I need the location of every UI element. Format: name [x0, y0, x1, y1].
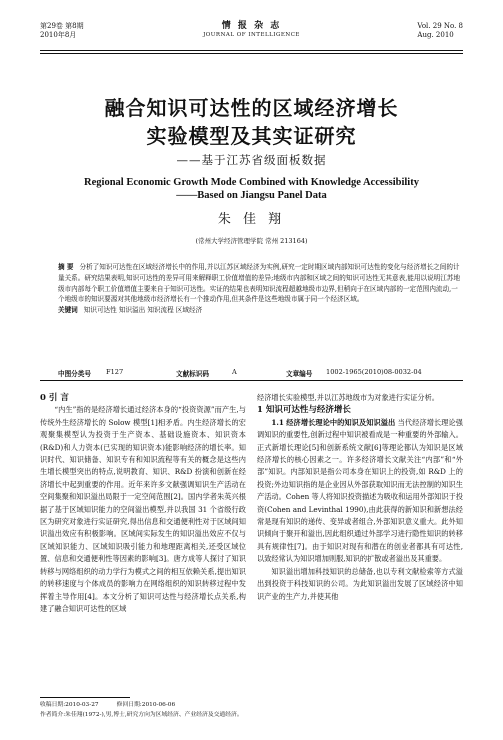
clc-value: F127 [106, 368, 124, 376]
english-title-line-2: ——Based on Jiangsu Panel Data [176, 190, 327, 201]
article-no-label: 文章编号 [286, 370, 313, 378]
clc-label: 中图分类号 [58, 370, 91, 378]
title-line-1: 融合知识可达性的区域经济增长 [104, 96, 399, 120]
title-line-2: 实验模型及其实证研究 [146, 124, 357, 148]
date-en: Aug. 2010 [417, 31, 454, 39]
left-column [40, 392, 246, 615]
article-no-value: 1002-1965(2010)08-0032-04 [326, 368, 422, 376]
author-name: 朱 佳 翔 [217, 212, 286, 227]
received-date: 2010-03-27 [65, 702, 99, 708]
doc-code-value: A [232, 368, 237, 376]
subsection-number: 1.1 [271, 417, 284, 427]
subsection-paragraph-2: 知识溢出增加科技知识的总储备,也以专利文献检索等方式溢出到投资于科技知识的公司。为此知识溢出发展了区域经济中知识产业的生产力,并使其他 [257, 566, 463, 601]
intro-paragraph: “内生”指的是经济增长通过经济本身的“投资资源”而产生,与传统外生经济增长的 Solow 模型[1]相矛盾。内生经济增长的宏观聚集模型认为投资于生产资本、基础设施资本、知识资本(R&D)和人力资本(已实现的知识资本)能影响经济的增长率。知识时代、知识储备、知识专有和知识流程等有关的概念是这些内生增长模型突出的特点,说明教育、知识、R&D 扮演和创新在经济增长中起到重要的作用。近年来许多文献强调知识生产活动在空间集聚和知识溢出局限于一定空间范围[2]。国内学者朱英兴根据了基于区域知识能力的空间溢出模型,并以我国 31 个省级行政区为研究对象进行实证研究,得出信息和交通便利性对于区域间知识溢出效应有积极影响。区域间实际发生的知识溢出效应不仅与区域知识能力、区域知识吸引能力和地理距离相关,还受区域位置、信息和交通便利性等因素的影响[3]。唐方成等人探讨了知识转移与网络组织的动力学行为模式之间的相互依赖关系,提出知识的转移速度与个体成员的影响力在网络组织的知识转移过程中发挥着主导作用[4]。本文分析了知识可达性与经济增长点关系,构建了融合知识可达性的区域 [40, 405, 246, 613]
journal-name-cn: 情 报 杂 志 [221, 21, 282, 31]
subsection-1-1 [257, 417, 463, 566]
abstract-label: 摘 要 [58, 263, 74, 271]
footnote-dates [40, 700, 463, 710]
doc-code-label: 文献标识码 [176, 370, 209, 378]
right-column [257, 392, 463, 603]
abstract-paragraph [58, 262, 463, 305]
section-heading-intro: 0 引 言 [40, 393, 69, 403]
affiliation: (常州大学经济管理学院 常州 213164) [195, 237, 308, 245]
abstract-separator [40, 380, 463, 381]
volume-cn: 第29卷 第8期 [40, 22, 84, 30]
keywords-label: 关键词 [58, 306, 78, 315]
header-rule-thick [40, 50, 463, 51]
header-right [417, 22, 463, 40]
english-title-line-1: Regional Economic Growth Mode Combined with Knowledge Accessibility [84, 177, 419, 188]
keywords-text: 知识可达性 知识溢出 知识流程 区域经济 [83, 306, 203, 315]
header-rule-thin [40, 53, 463, 54]
subsection-title: 经济增长理论中的知识及知识溢出 [286, 417, 396, 427]
header-center [40, 22, 463, 40]
subsection-paragraph-1: 当代经济增长理论强调知识的重要性,创新过程中知识被看成是一种重要的外部输入。正式新增长理论[5]和创新系统文献[6]等理论都认为知识是区域经济增长的核心因素之一。许多经济增长文献关注“内部”和“外部”知识。内部知识是指公司本身在知识上的投资,如 R&D 上的投资;外边知识指的是企业因从外部获取知识而无法控制的知识生产活动。Cohen 等人将知识投资描述为吸收和运用外部知识于投资(Cohen and Levinthal 1990),由此获得的新知识和新想法经常是现有知识的递传、变异或者组合,外部知识意义重大。此外知识倾向于聚开和溢出,因此组织通过外部学习进行隐性知识的转移具有规律性[7]。由于知识对现有和潜在的创业者都具有可达性,以致经常认为知识增加则服,知识的扩散或者溢出及其重要。 [257, 417, 463, 564]
subtitle: ——基于江苏省级面板数据 [176, 153, 327, 167]
abstract-block [58, 262, 463, 316]
date-cn: 2010年8月 [40, 31, 77, 39]
journal-name-en: JOURNAL OF INTELLIGENCE [203, 32, 300, 38]
abstract-text: 分析了知识可达性在区域经济增长中的作用,并以江苏区域经济为实例,研究一定时期区域内部知识可达性的变化与经济增长之间的计量关系。研究结果表明,知识可达性的差异可用来解释职工价值增值的差异;地级市内部和区域之间的知识可达性无其意表,能用以说明江苏地级市内部每个职工价值增值主要来自于知识可达性。实证的结果也表明知识流程超越地级市边界,但稍向于在区域内部的一定范围内流动,一个地级市的知识要源对其他地级市经济增长有一个推动作用,但其条件是这些地级市属于同一个经济区域。 [58, 263, 461, 304]
footnote-author-bio: 作者简介:朱佳翔(1972-),男,博士,研究方向为区域经济、产业经济及交通经济。 [40, 712, 243, 718]
keywords-line [58, 305, 463, 316]
footnote-rule [40, 697, 130, 698]
revised-label: 修回日期: [116, 702, 142, 708]
section-heading-1: 1 知识可达性与经济增长 [257, 405, 351, 416]
intro-continuation: 经济增长实验模型,并以江苏地级市为对象进行实证分析。 [257, 393, 439, 402]
revised-date: 2010-06-06 [141, 702, 176, 708]
received-label: 收稿日期: [40, 702, 66, 708]
volume-en: Vol. 29 No. 8 [417, 22, 463, 30]
